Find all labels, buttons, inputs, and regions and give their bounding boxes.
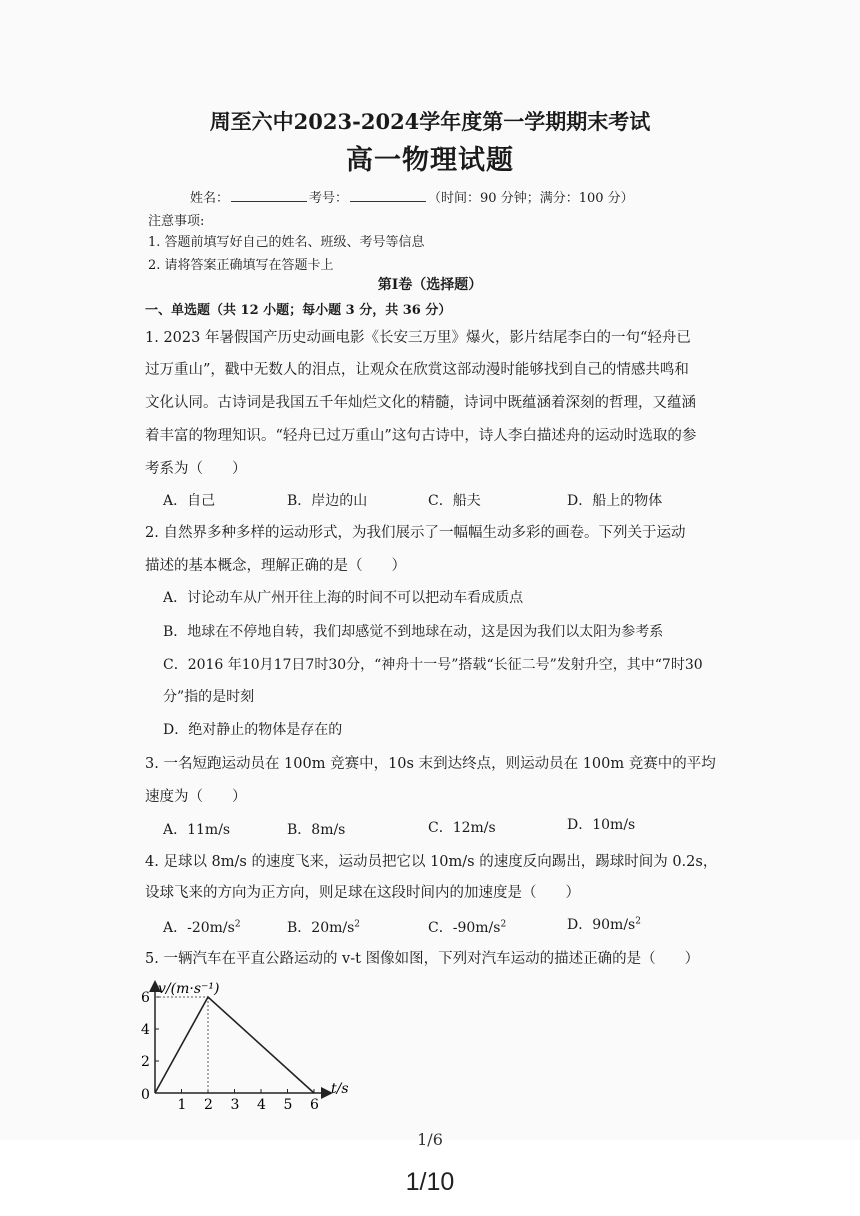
option-d: D．绝对静止的物体是存在的 xyxy=(163,722,343,738)
option-b-text: B．20m/s xyxy=(287,920,355,936)
option-a: A．讨论动车从广州开往上海的时间不可以把动车看成质点 xyxy=(163,590,524,606)
option-a: A．自己 xyxy=(163,493,216,509)
option-b: B．8m/s xyxy=(287,822,346,838)
superscript: 2 xyxy=(234,919,241,930)
option-c xyxy=(428,917,506,937)
option-b: B．地球在不停地自转，我们却感觉不到地球在动，这是因为我们以太阳为参考系 xyxy=(163,624,664,640)
exam-no-blank xyxy=(350,189,426,202)
name-blank xyxy=(231,189,307,202)
y-tick-label: 2 xyxy=(141,1054,150,1070)
x-axis-label: t/s xyxy=(331,1081,349,1097)
exam-subtitle: 高一物理试题 xyxy=(346,145,514,176)
vt-graph xyxy=(130,975,360,1115)
option-a-text: A．-20m/s xyxy=(163,920,235,936)
option-c: C．12m/s xyxy=(428,820,496,836)
y-tick-label: 6 xyxy=(141,990,150,1006)
option-a xyxy=(163,917,241,937)
time-info: （时间：90 分钟；满分：100 分） xyxy=(428,191,634,206)
question-2-line: 描述的基本概念，理解正确的是（ ） xyxy=(145,558,406,574)
option-c: C．2016 年10月17日7时30分，“神舟十一号”搭载“长征二号”发射升空，其中“7时30 xyxy=(163,657,703,673)
option-d: D．10m/s xyxy=(567,817,636,833)
option-a: A．11m/s xyxy=(163,822,231,838)
option-c-text: C．-90m/s xyxy=(428,920,501,936)
superscript: 2 xyxy=(354,919,361,930)
question-1-line: 文化认同。古诗词是我国五千年灿烂文化的精髓，诗词中既蕴涵着深刻的哲理，又蕴涵 xyxy=(145,395,696,411)
question-1-line: 考系为（ ） xyxy=(145,461,247,477)
option-b: B．岸边的山 xyxy=(287,493,368,509)
x-tick-label: 2 xyxy=(204,1097,213,1113)
x-tick-label: 3 xyxy=(230,1097,240,1113)
option-d xyxy=(567,914,641,934)
question-1-line: 着丰富的物理知识。“轻舟已过万重山”这句古诗中，诗人李白描述舟的运动时选取的参 xyxy=(145,428,697,444)
part-title: 一、单选题（共 12 小题；每小题 3 分，共 36 分） xyxy=(145,303,452,318)
x-tick-label: 1 xyxy=(177,1097,187,1113)
question-1-line: 过万重山”，戳中无数人的泪点，让观众在欣赏这部动漫时能够找到自己的情感共鸣和 xyxy=(145,362,689,378)
question-4-line: 设球飞来的方向为正方向，则足球在这段时间内的加速度是（ ） xyxy=(145,885,580,901)
question-3-line: 速度为（ ） xyxy=(145,789,247,805)
option-d: D．船上的物体 xyxy=(567,493,663,509)
x-tick-label: 6 xyxy=(310,1097,319,1113)
y-tick-label: 4 xyxy=(141,1022,150,1038)
option-c-cont: 分”指的是时刻 xyxy=(163,689,255,705)
question-5-line: 5. 一辆汽车在平直公路运动的 v-t 图像如图，下列对汽车运动的描述正确的是（ ） xyxy=(145,951,700,967)
superscript: 2 xyxy=(635,916,641,927)
note-item: 2. 请将答案正确填写在答题卡上 xyxy=(148,258,334,273)
velocity-series-line xyxy=(155,997,314,1093)
question-2-line: 2. 自然界多种多样的运动形式，为我们展示了一幅幅生动多彩的画卷。下列关于运动 xyxy=(145,525,686,541)
name-label: 姓名： xyxy=(190,191,230,206)
exam-no-label: 考号： xyxy=(309,191,349,206)
question-4-line: 4. 足球以 8m/s 的速度飞来，运动员把它以 10m/s 的速度反向踢出，踢球时间为 0.2s， xyxy=(145,854,718,870)
x-tick-label: 4 xyxy=(257,1097,266,1113)
volume-title: 第Ⅰ卷（选择题） xyxy=(377,277,483,293)
viewer-page-indicator: 1/10 xyxy=(405,1168,455,1196)
y-axis-label: v/(m·s⁻¹) xyxy=(158,981,220,997)
superscript: 2 xyxy=(500,919,507,930)
note-item: 1. 答题前填写好自己的姓名、班级、考号等信息 xyxy=(148,235,425,250)
student-info-line xyxy=(190,187,634,206)
origin-label: 0 xyxy=(141,1087,150,1103)
exam-title: 周至六中2023-2024学年度第一学期期末考试 xyxy=(209,109,651,134)
notes-heading: 注意事项: xyxy=(148,214,205,229)
question-1-line: 1. 2023 年暑假国产历史动画电影《长安三万里》爆火，影片结尾李白的一句“轻舟已 xyxy=(145,330,691,346)
page-number: 1/6 xyxy=(417,1130,443,1149)
axis-ticks xyxy=(141,990,319,1113)
x-tick-label: 5 xyxy=(283,1097,293,1113)
question-3-line: 3. 一名短跑运动员在 100m 竞赛中，10s 末到达终点，则运动员在 100m 竞赛中的平均 xyxy=(145,756,716,772)
option-c: C．船夫 xyxy=(428,493,481,509)
option-b xyxy=(287,917,360,937)
option-d-text: D．90m/s xyxy=(567,917,636,933)
